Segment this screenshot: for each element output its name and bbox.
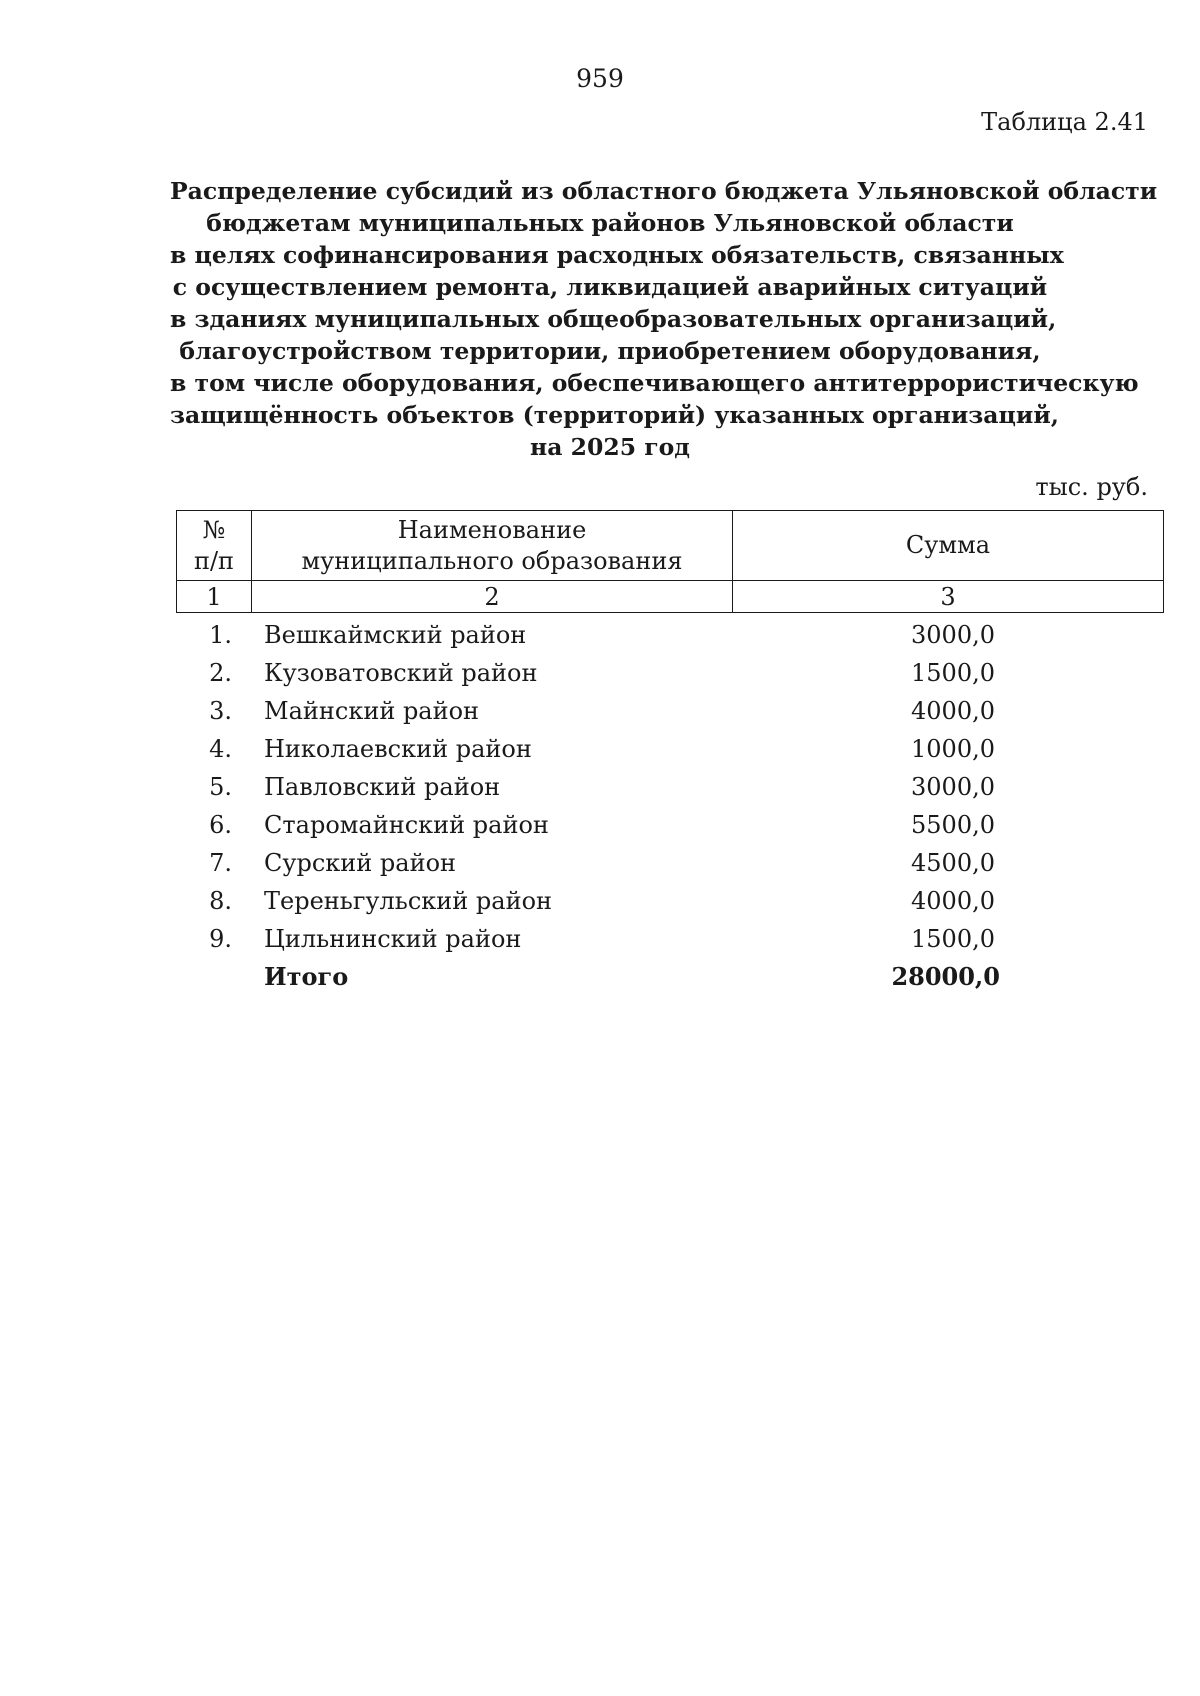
title-line: защищённость объектов (территорий) указанных организаций,: [170, 401, 1059, 429]
title-line: благоустройством территории, приобретением оборудования,: [179, 337, 1041, 365]
header-num-line1: №: [202, 515, 226, 544]
row-number: 9.: [209, 925, 232, 953]
units-label: тыс. руб.: [1035, 473, 1148, 501]
title-line: с осуществлением ремонта, ликвидацией аварийных ситуаций: [172, 273, 1048, 301]
row-sum: 1000,0: [911, 735, 995, 763]
row-sum: 3000,0: [911, 621, 995, 649]
row-sum: 1500,0: [911, 659, 995, 687]
table-header: [176, 510, 1164, 613]
table-body: [176, 616, 1076, 996]
row-sum: 4000,0: [911, 697, 995, 725]
row-number: 8.: [209, 887, 232, 915]
row-name: Майнский район: [264, 697, 480, 725]
row-name: Тереньгульский район: [264, 887, 553, 915]
row-name: Николаевский район: [264, 735, 532, 763]
row-number: 2.: [209, 659, 232, 687]
header-sum: Сумма: [733, 511, 1164, 581]
row-name: Старомайнский район: [264, 811, 549, 839]
row-number: 1.: [209, 621, 232, 649]
header-name: [252, 511, 733, 581]
header-num-line2: п/п: [193, 546, 235, 575]
total-sum: 28000,0: [891, 962, 1000, 991]
table-row: [176, 616, 1076, 654]
total-label: Итого: [264, 962, 349, 991]
row-number: 5.: [209, 773, 232, 801]
column-number: 3: [733, 581, 1164, 613]
row-name: Павловский район: [264, 773, 501, 801]
table-row: [176, 882, 1076, 920]
row-name: Кузоватовский район: [264, 659, 538, 687]
row-name: Сурский район: [264, 849, 457, 877]
row-name: Цильнинский район: [264, 925, 522, 953]
table-row: [176, 730, 1076, 768]
title-line: в зданиях муниципальных общеобразовательных организаций,: [170, 305, 1057, 333]
row-number: 7.: [209, 849, 232, 877]
row-number: 4.: [209, 735, 232, 763]
header-name-line1: Наименование: [397, 515, 587, 544]
document-title: [170, 175, 1158, 463]
column-number: 2: [252, 581, 733, 613]
row-sum: 5500,0: [911, 811, 995, 839]
title-line: Распределение субсидий из областного бюджета Ульяновской области: [170, 177, 1158, 205]
row-sum: 1500,0: [911, 925, 995, 953]
row-name: Вешкаймский район: [264, 621, 527, 649]
title-line: на 2025 год: [530, 433, 690, 461]
row-number: 3.: [209, 697, 232, 725]
title-line: бюджетам муниципальных районов Ульяновской области: [206, 209, 1014, 237]
header-name-line2: муниципального образования: [301, 546, 683, 575]
row-sum: 3000,0: [911, 773, 995, 801]
column-number: 1: [177, 581, 252, 613]
table-label: Таблица 2.41: [981, 108, 1148, 136]
table-row: [176, 806, 1076, 844]
row-number: 6.: [209, 811, 232, 839]
total-row: [176, 958, 1076, 996]
page-number: 959: [576, 64, 624, 93]
table-row: [176, 768, 1076, 806]
table-header-row: [177, 511, 1164, 581]
table-row: [176, 692, 1076, 730]
row-sum: 4000,0: [911, 887, 995, 915]
table-row: [176, 844, 1076, 882]
row-sum: 4500,0: [911, 849, 995, 877]
header-num: [177, 511, 252, 581]
title-line: в целях софинансирования расходных обязательств, связанных: [170, 241, 1064, 269]
column-number-row: [177, 581, 1164, 613]
table-row: [176, 654, 1076, 692]
title-line: в том числе оборудования, обеспечивающего антитеррористическую: [170, 369, 1139, 397]
table-row: [176, 920, 1076, 958]
